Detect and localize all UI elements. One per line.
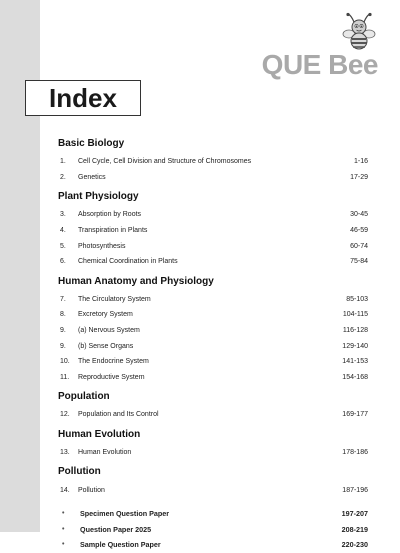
chapter-title: The Endocrine System bbox=[78, 358, 149, 366]
page-range: 169-177 bbox=[342, 411, 368, 419]
chapter-title: (b) Sense Organs bbox=[78, 342, 134, 350]
chapter-number: 3. bbox=[60, 211, 66, 219]
page-range: 208-219 bbox=[341, 524, 368, 534]
chapter-number: 12. bbox=[60, 411, 70, 419]
chapter-number: 4. bbox=[60, 227, 66, 235]
page-range: 75-84 bbox=[350, 258, 368, 266]
extra-row-sample-paper[interactable] bbox=[58, 537, 368, 553]
index-row[interactable] bbox=[58, 445, 368, 461]
chapter-number: 9. bbox=[60, 342, 66, 350]
chapter-title: Photosynthesis bbox=[78, 242, 126, 250]
page-range: 116-128 bbox=[342, 327, 368, 335]
index-row[interactable] bbox=[58, 170, 368, 186]
chapter-number: 5. bbox=[60, 242, 66, 250]
chapter-number: 1. bbox=[60, 158, 66, 166]
brand-logo bbox=[228, 12, 378, 82]
page-range: 178-186 bbox=[342, 449, 368, 457]
chapter-title: Cell Cycle, Cell Division and Structure of Chromosomes bbox=[78, 158, 252, 166]
chapter-number: 10. bbox=[60, 358, 70, 366]
page-range: 129-140 bbox=[342, 342, 368, 350]
section-title-basic-biology: Basic Biology bbox=[58, 138, 125, 149]
page-range: 154-168 bbox=[342, 373, 368, 381]
page-range: 60-74 bbox=[350, 242, 368, 250]
extra-title: Specimen Question Paper bbox=[80, 509, 170, 519]
page-range: 85-103 bbox=[346, 295, 368, 303]
index-row[interactable] bbox=[58, 223, 368, 239]
chapter-number: 2. bbox=[60, 173, 66, 181]
index-content bbox=[58, 136, 368, 553]
chapter-title: Transpiration in Plants bbox=[78, 227, 148, 235]
page-title: Index bbox=[49, 83, 117, 113]
section-title-human-evolution: Human Evolution bbox=[58, 428, 141, 440]
index-row[interactable] bbox=[58, 207, 368, 223]
chapter-number: 6. bbox=[60, 258, 66, 266]
index-row[interactable] bbox=[58, 338, 368, 354]
extra-title: Question Paper 2025 bbox=[80, 524, 152, 534]
chapter-number: 11. bbox=[60, 373, 70, 381]
chapter-title: Population and Its Control bbox=[78, 411, 159, 419]
section-title-plant-physiology: Plant Physiology bbox=[58, 191, 139, 203]
index-row[interactable] bbox=[58, 354, 368, 370]
chapter-title: Excretory System bbox=[78, 311, 133, 319]
extra-row-specimen-paper[interactable] bbox=[58, 506, 368, 522]
page-range: 187-196 bbox=[342, 486, 368, 494]
chapter-number: 13. bbox=[60, 449, 70, 457]
section-title-pollution: Pollution bbox=[58, 466, 101, 478]
chapter-title: Human Evolution bbox=[78, 449, 132, 457]
chapter-number: 14. bbox=[60, 486, 70, 494]
page-range: 197-207 bbox=[341, 509, 368, 519]
page-range: 141-153 bbox=[342, 358, 368, 366]
page-range: 30-45 bbox=[350, 211, 368, 219]
brand-name: QUE Bee bbox=[261, 49, 378, 80]
page-range: 220-230 bbox=[341, 540, 368, 550]
chapter-number: 7. bbox=[60, 295, 66, 303]
extra-row-question-paper[interactable] bbox=[58, 522, 368, 538]
extra-title: Sample Question Paper bbox=[80, 540, 161, 550]
bullet-icon: • bbox=[62, 525, 65, 533]
chapter-title: The Circulatory System bbox=[78, 295, 151, 303]
chapter-title: Pollution bbox=[78, 486, 105, 494]
index-row[interactable] bbox=[58, 370, 368, 386]
chapter-title: Reproductive System bbox=[78, 373, 145, 381]
index-row[interactable] bbox=[58, 407, 368, 423]
index-row[interactable] bbox=[58, 482, 368, 498]
chapter-title: Genetics bbox=[78, 173, 106, 181]
page-range: 46-59 bbox=[350, 227, 368, 235]
chapter-title: (a) Nervous System bbox=[78, 327, 140, 335]
chapter-number: 8. bbox=[60, 311, 66, 319]
index-row[interactable] bbox=[58, 292, 368, 308]
chapter-number: 9. bbox=[60, 327, 66, 335]
index-row[interactable] bbox=[58, 254, 368, 270]
bullet-icon: • bbox=[62, 510, 65, 518]
page-range: 1-16 bbox=[353, 158, 368, 166]
chapter-title: Absorption by Roots bbox=[78, 211, 142, 219]
index-row[interactable] bbox=[58, 323, 368, 339]
index-row[interactable] bbox=[58, 154, 368, 170]
bee-icon bbox=[342, 12, 376, 52]
page-range: 17-29 bbox=[350, 173, 368, 181]
index-row[interactable] bbox=[58, 307, 368, 323]
section-title-population: Population bbox=[58, 391, 110, 403]
index-row[interactable] bbox=[58, 238, 368, 254]
page-title-box bbox=[25, 80, 141, 116]
bullet-icon: • bbox=[62, 541, 65, 549]
section-title-human-anatomy: Human Anatomy and Physiology bbox=[58, 275, 214, 287]
chapter-title: Chemical Coordination in Plants bbox=[78, 258, 178, 266]
page-range: 104-115 bbox=[342, 311, 368, 319]
